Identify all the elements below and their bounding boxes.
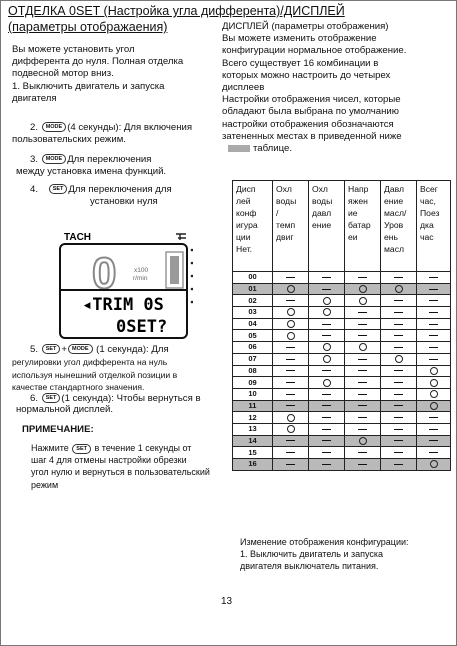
- note-title: ПРИМЕЧАНИЕ:: [22, 424, 94, 435]
- set-button-icon: SET: [42, 393, 61, 403]
- step-4-cont: установки нуля: [90, 196, 158, 207]
- table-row: [233, 330, 451, 342]
- hidden-dash-icon: [286, 405, 295, 406]
- hidden-dash-icon: [394, 452, 403, 453]
- config-number: 16: [233, 459, 273, 471]
- set-button-icon: SET: [42, 344, 61, 354]
- hidden-dash-icon: [286, 382, 295, 383]
- hidden-dash-icon: [394, 440, 403, 441]
- table-header-2: Охл воды давл ение: [309, 181, 345, 272]
- hidden-dash-icon: [394, 382, 403, 383]
- hidden-dash-icon: [429, 312, 438, 313]
- config-number: 04: [233, 318, 273, 330]
- trim-icon: [176, 234, 186, 240]
- hidden-dash-icon: [429, 429, 438, 430]
- lcd-line-1: ◂TRIM 0S: [82, 295, 164, 315]
- hidden-dash-icon: [358, 335, 367, 336]
- table-row: [233, 412, 451, 424]
- hidden-dash-icon: [429, 324, 438, 325]
- hidden-dash-icon: [394, 312, 403, 313]
- tach-label: TACH: [64, 232, 92, 243]
- shown-circle-icon: [323, 297, 331, 305]
- hidden-dash-icon: [394, 464, 403, 465]
- hidden-dash-icon: [358, 382, 367, 383]
- hidden-dash-icon: [286, 394, 295, 395]
- table-row: [233, 447, 451, 459]
- config-number: 03: [233, 307, 273, 319]
- shown-circle-icon: [359, 343, 367, 351]
- hidden-dash-icon: [358, 464, 367, 465]
- hidden-dash-icon: [358, 429, 367, 430]
- hidden-dash-icon: [286, 370, 295, 371]
- table-row: [233, 365, 451, 377]
- table-row: [233, 272, 451, 284]
- shown-circle-icon: [287, 285, 295, 293]
- shown-circle-icon: [287, 308, 295, 316]
- table-row: [233, 353, 451, 365]
- hidden-dash-icon: [286, 452, 295, 453]
- table-row: [233, 318, 451, 330]
- config-number: 10: [233, 388, 273, 400]
- tach-lcd-svg: [58, 230, 193, 340]
- step-1: 1. Выключить двигатель и запуска: [12, 80, 165, 92]
- table-row: [233, 459, 451, 471]
- hidden-dash-icon: [394, 370, 403, 371]
- step-3: 3. MODE Для переключения: [30, 154, 152, 165]
- hidden-dash-icon: [286, 359, 295, 360]
- config-number: 02: [233, 295, 273, 307]
- shown-circle-icon: [323, 308, 331, 316]
- hidden-dash-icon: [358, 277, 367, 278]
- lcd-line-2: 0SET?: [116, 317, 168, 337]
- shown-circle-icon: [287, 332, 295, 340]
- shown-circle-icon: [430, 402, 438, 410]
- hidden-dash-icon: [394, 417, 403, 418]
- hidden-dash-icon: [429, 440, 438, 441]
- shown-circle-icon: [323, 379, 331, 387]
- table-header-3: Напр яжен ие батар еи: [345, 181, 381, 272]
- shown-circle-icon: [359, 285, 367, 293]
- hidden-dash-icon: [429, 335, 438, 336]
- hidden-dash-icon: [358, 417, 367, 418]
- lcd-bar-fill: [170, 256, 179, 284]
- config-number: 11: [233, 400, 273, 412]
- shown-circle-icon: [395, 285, 403, 293]
- tach-display-illustration: [58, 230, 193, 340]
- step-2-cont: пользовательских режим.: [12, 134, 126, 145]
- table-header-0: Дисп лей конф игура ции Нет.: [233, 181, 273, 272]
- shown-circle-icon: [287, 414, 295, 422]
- hidden-dash-icon: [322, 452, 331, 453]
- config-number: 01: [233, 283, 273, 295]
- step-6-cont: нормальной дисплей.: [16, 404, 114, 415]
- hidden-dash-icon: [394, 324, 403, 325]
- shown-circle-icon: [430, 390, 438, 398]
- config-number: 09: [233, 377, 273, 389]
- hidden-dash-icon: [394, 335, 403, 336]
- hidden-dash-icon: [322, 335, 331, 336]
- hidden-dash-icon: [286, 277, 295, 278]
- config-number: 05: [233, 330, 273, 342]
- hidden-dash-icon: [286, 347, 295, 348]
- hidden-dash-icon: [429, 359, 438, 360]
- hidden-dash-icon: [286, 300, 295, 301]
- shown-circle-icon: [430, 367, 438, 375]
- step-5-cont: регулировки угол дифферента на нуль используя нынешний отделкой позиции в качестве стандартного значения.: [12, 357, 178, 392]
- hidden-dash-icon: [394, 429, 403, 430]
- lcd-big-digit: 0: [92, 249, 117, 298]
- step-2: 2. MODE (4 секунды): Для включения: [30, 122, 193, 133]
- table-header-4: Давл ение масл/ Уров ень масл: [381, 181, 417, 272]
- shown-circle-icon: [395, 355, 403, 363]
- hidden-dash-icon: [286, 464, 295, 465]
- hidden-dash-icon: [322, 289, 331, 290]
- table-row: [233, 283, 451, 295]
- page-number: 13: [221, 596, 233, 607]
- hidden-dash-icon: [322, 277, 331, 278]
- hidden-dash-icon: [429, 289, 438, 290]
- config-number: 06: [233, 342, 273, 354]
- hidden-dash-icon: [358, 370, 367, 371]
- hidden-dash-icon: [286, 440, 295, 441]
- set-button-icon: SET: [49, 184, 68, 194]
- hidden-dash-icon: [429, 417, 438, 418]
- hidden-dash-icon: [429, 300, 438, 301]
- config-number: 07: [233, 353, 273, 365]
- hidden-dash-icon: [322, 417, 331, 418]
- hidden-dash-icon: [358, 405, 367, 406]
- shown-circle-icon: [430, 379, 438, 387]
- shown-circle-icon: [430, 460, 438, 468]
- mode-button-icon: MODE: [68, 344, 93, 354]
- shown-circle-icon: [323, 343, 331, 351]
- hidden-dash-icon: [429, 277, 438, 278]
- config-number: 14: [233, 435, 273, 447]
- table-row: [233, 307, 451, 319]
- mode-button-icon: MODE: [42, 154, 67, 164]
- hidden-dash-icon: [322, 324, 331, 325]
- lcd-unit-top: x100: [134, 267, 149, 274]
- hidden-dash-icon: [322, 394, 331, 395]
- config-change-note: Изменение отображения конфигурации: 1. Выключить двигатель и запуска двигателя выключатель питания.: [240, 537, 409, 572]
- hidden-dash-icon: [394, 347, 403, 348]
- config-number: 00: [233, 272, 273, 284]
- table-row: [233, 435, 451, 447]
- set-button-icon: SET: [72, 444, 91, 454]
- hidden-dash-icon: [358, 394, 367, 395]
- config-number: 12: [233, 412, 273, 424]
- shown-circle-icon: [287, 425, 295, 433]
- page-title: ОТДЕЛКА 0SET (Настройка угла дифферента)/ДИСПЛЕЙ (параметры отображаения): [8, 4, 345, 34]
- hidden-dash-icon: [429, 347, 438, 348]
- table-row: [233, 295, 451, 307]
- step-6: 6. SET (1 секунда): Чтобы вернуться в: [30, 393, 201, 404]
- shaded-swatch: [228, 145, 250, 152]
- note-text: Нажмите SET в течение 1 секунды от шаг 4 для отмены настройки обрезки угол нулю и вернуться в пользовательский режим: [31, 443, 210, 490]
- hidden-dash-icon: [394, 394, 403, 395]
- mode-button-icon: MODE: [42, 122, 67, 132]
- table-row: [233, 342, 451, 354]
- table-header-1: Охл воды / темп двиг: [273, 181, 309, 272]
- hidden-dash-icon: [394, 277, 403, 278]
- config-number: 08: [233, 365, 273, 377]
- hidden-dash-icon: [322, 405, 331, 406]
- shown-circle-icon: [323, 355, 331, 363]
- hidden-dash-icon: [394, 300, 403, 301]
- config-number: 13: [233, 423, 273, 435]
- table-row: [233, 377, 451, 389]
- shown-circle-icon: [359, 297, 367, 305]
- table-header-5: Всег час, Поез дка час: [417, 181, 451, 272]
- display-description: ДИСПЛЕЙ (параметры отображения) Вы можете изменить отображение конфигурации нормальное отображение. Всего существует 16 комбинации в которых можно настроить до четырех дисплеев Настройки отображения чисел, которые обладают была выбрана по умолчанию настройки отображения обозначаются затененных местах в приведенной ниже таблице.: [222, 21, 407, 155]
- hidden-dash-icon: [358, 312, 367, 313]
- table-row: [233, 423, 451, 435]
- table-row: [233, 400, 451, 412]
- hidden-dash-icon: [322, 464, 331, 465]
- hidden-dash-icon: [322, 429, 331, 430]
- shown-circle-icon: [287, 320, 295, 328]
- hidden-dash-icon: [358, 359, 367, 360]
- display-config-table: [232, 180, 451, 471]
- table-row: [233, 388, 451, 400]
- hidden-dash-icon: [429, 452, 438, 453]
- intro-paragraph: Вы можете установить угол дифферента до нуля. Полная отделка подвесной мотор вниз. 1. Выключить двигатель и запуска двигателя: [12, 44, 184, 104]
- config-number: 15: [233, 447, 273, 459]
- step-3-cont: между установка имена функций.: [16, 166, 167, 177]
- hidden-dash-icon: [322, 370, 331, 371]
- step-4: 4. SET Для переключения для: [30, 184, 172, 195]
- lcd-unit-bottom: r/min: [133, 275, 148, 282]
- shown-circle-icon: [359, 437, 367, 445]
- hidden-dash-icon: [394, 405, 403, 406]
- hidden-dash-icon: [322, 440, 331, 441]
- hidden-dash-icon: [358, 324, 367, 325]
- step-5: 5. SET + MODE (1 секунда): Для: [30, 344, 169, 355]
- hidden-dash-icon: [358, 452, 367, 453]
